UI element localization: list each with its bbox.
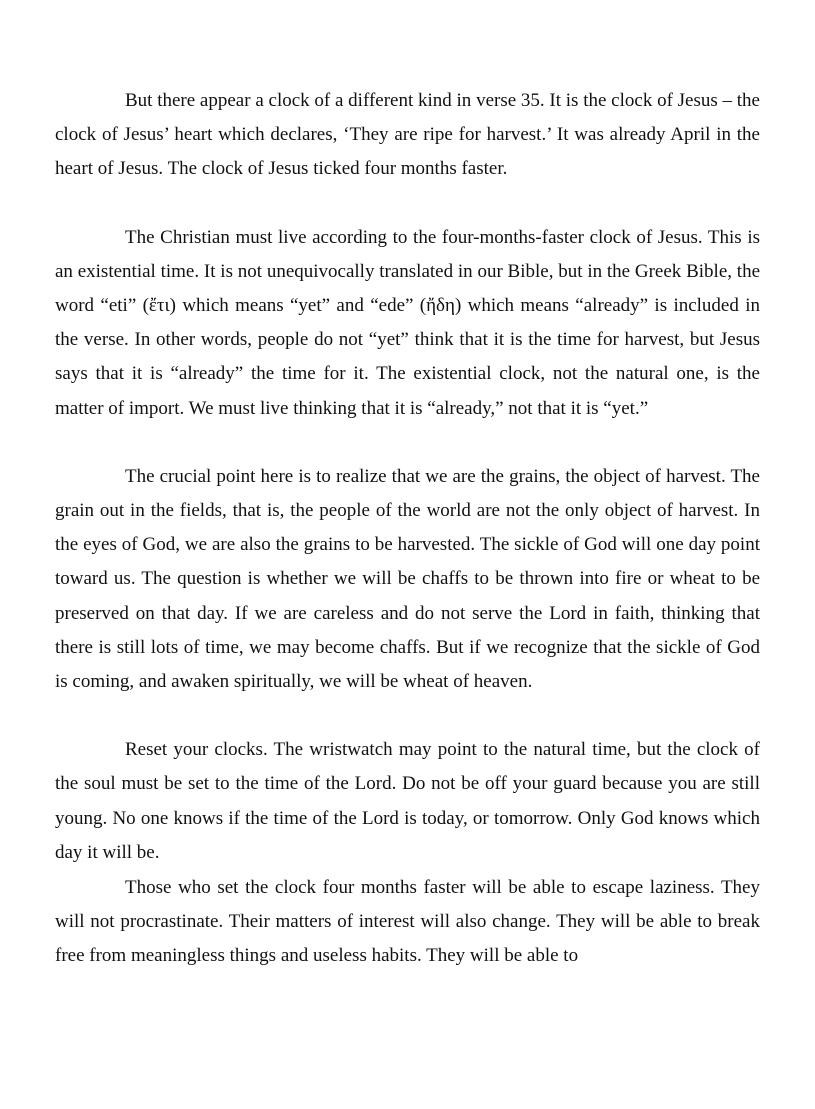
paragraph-clock-of-jesus: But there appear a clock of a different kind in verse 35. It is the clock of Jesus – the clock of Jesus’ heart which declares, ‘They are ripe for harvest.’ It was already April in the heart of Jesus. The clock of Jesus ticked four months faster. [55,90,760,180]
paragraph-four-months-faster: Those who set the clock four months faster will be able to escape laziness. They will not procrastinate. Their matters of interest will also change. They will be able to break free from meaningless things and useless habits. They will be able to [55,877,760,967]
paragraph-grains-of-harvest: The crucial point here is to realize that we are the grains, the object of harvest. The grain out in the fields, that is, the people of the world are not the only object of harvest. In the eyes of God, we are also the grains to be harvested. The sickle of God will one day point toward us. The question is whether we will be chaffs to be thrown into fire or wheat to be preserved on that day. If we are careless and do not serve the Lord in faith, thinking that there is still lots of time, we may become chaffs. But if we recognize that the sickle of God is coming, and awaken spiritually, we will be wheat of heaven. [55,465,760,693]
document-page [55,84,760,974]
paragraph-reset-clocks: Reset your clocks. The wristwatch may point to the natural time, but the clock of the soul must be set to the time of the Lord. Do not be off your guard because you are still young. No one knows if the time of the Lord is today, or tomorrow. Only God knows which day it will be. [55,739,760,863]
paragraph-existential-time: The Christian must live according to the four-months-faster clock of Jesus. This is an existential time. It is not unequivocally translated in our Bible, but in the Greek Bible, the word “eti” (ἔτι) which means “yet” and “ede” (ἤδη) which means “already” is included in the verse. In other words, people do not “yet” think that it is the time for harvest, but Jesus says that it is “already” the time for it. The existential clock, not the natural one, is the matter of import. We must live thinking that it is “already,” not that it is “yet.” [55,226,760,419]
